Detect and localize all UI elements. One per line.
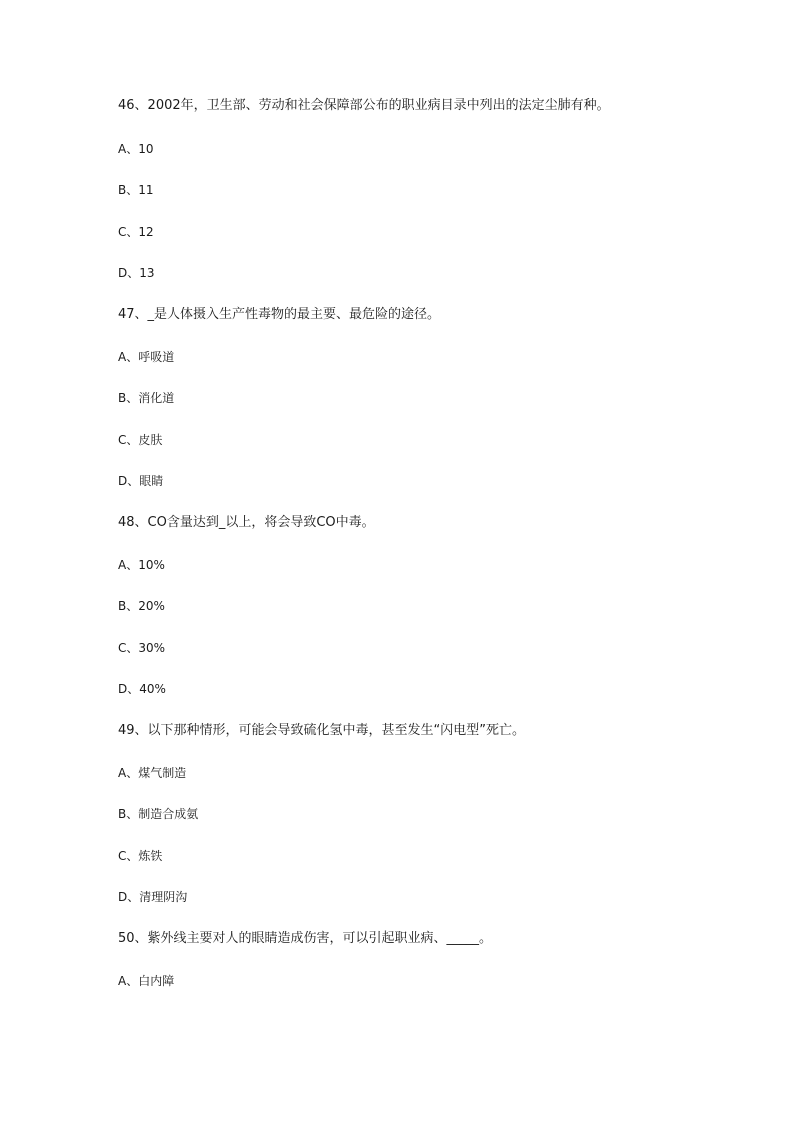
question-48-option-b: B、20% (118, 599, 165, 613)
question-48-stem: 48、CO含量达到_以上，将会导致CO中毒。 (118, 515, 375, 530)
question-46-option-c: C、12 (118, 225, 154, 239)
question-46-option-d: D、13 (118, 266, 155, 280)
question-49-option-b: B、制造合成氨 (118, 807, 199, 821)
question-47-option-a: A、呼吸道 (118, 350, 175, 364)
question-46-option-b: B、11 (118, 183, 154, 197)
question-47-stem: 47、_是人体摄入生产性毒物的最主要、最危险的途径。 (118, 307, 441, 322)
question-46-option-a: A、10 (118, 142, 154, 156)
question-49-option-a: A、煤气制造 (118, 766, 187, 780)
question-47-option-b: B、消化道 (118, 391, 175, 405)
question-48-option-c: C、30% (118, 641, 166, 655)
question-48-option-a: A、10% (118, 558, 165, 572)
question-49-stem: 49、以下那种情形，可能会导致硫化氢中毒，甚至发生“闪电型”死亡。 (118, 723, 526, 738)
question-50-option-a: A、白内障 (118, 974, 175, 988)
question-47-option-d: D、眼睛 (118, 474, 164, 488)
question-49-option-c: C、炼铁 (118, 849, 163, 863)
question-48-option-d: D、40% (118, 682, 166, 696)
question-47-option-c: C、皮肤 (118, 433, 163, 447)
question-49-option-d: D、清理阴沟 (118, 890, 188, 904)
question-50-stem: 50、紫外线主要对人的眼睛造成伤害，可以引起职业病、_____。 (118, 931, 493, 946)
question-46-stem: 46、2002年，卫生部、劳动和社会保障部公布的职业病目录中列出的法定尘肺有种。 (118, 98, 610, 113)
